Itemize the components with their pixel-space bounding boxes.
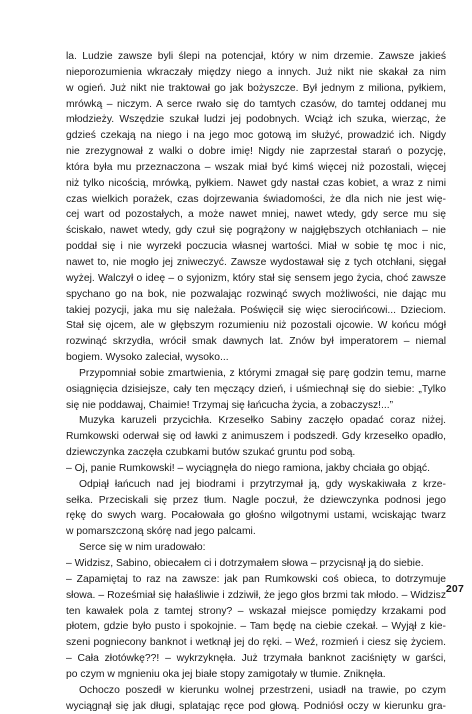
- text-line: spychano go na bok, nie pozwalając rozwinąć swych możliwości, nie dając mu: [66, 288, 446, 300]
- text-line: rozwinąć skrzydła, wrócił smak dawnych lat. Znów był imperatorem – niemal: [66, 336, 446, 348]
- text-line: Muzyka karuzeli przycichła. Krzesełko Sabiny zaczęło opadać coraz niżej.: [79, 415, 446, 427]
- text-line: po czym w mgnieniu oka jej białe stopy zamigotały w tłumie. Zniknęła.: [66, 668, 386, 680]
- text-line: – Widzisz, Sabino, obiecałem ci i dotrzymałem słowa – przycisnął ją do siebie.: [66, 558, 424, 569]
- text-line: która była mu przeznaczona – wszak miał być kimś więcej niż pozostali, więcej: [66, 161, 446, 173]
- text-line: płotem, gdzie było pusto i spokojnie. – Tam będę na ciebie czekał. – Wyjął z kie-: [66, 621, 446, 633]
- text-line: poddał się i nie wyrzekł poczucia własnej wartości. Miał w sobie tę moc i nic,: [66, 241, 446, 253]
- text-line: wyżej. Walczył o ideę – o syjonizm, który stał się sensem jego życia, choć zawsze: [66, 272, 446, 284]
- text-line: młodzieży. Wszędzie szukał ludzi jej podobnych. Wciąż ich szuka, wierząc, że: [66, 114, 446, 126]
- text-line: w ogień. Już nikt nie traktował go jak bożyszcze. Był jednym z miliona, pyłkiem,: [66, 82, 446, 94]
- text-line: słowa. – Roześmiał się hałaśliwie i zdziwił, że jego głos brzmi tak młodo. – Widzisz: [66, 589, 446, 601]
- text-line: nie zrezygnował z walki o dobre imię! Nigdy nie zaprzestał starań o pozycję,: [66, 146, 446, 158]
- text-line: – Oj, panie Rumkowski! – wyciągnęła do niego ramiona, jakby chciała go objąć.: [66, 462, 430, 474]
- text-line: czas wielkich porażek, czas dojrzewania świadomości, że dla nich nie jest wię-: [66, 193, 446, 205]
- text-line: wyciągnął się jak długi, splatając ręce pod głową. Podniósł oczy w kierunku gra-: [66, 700, 446, 712]
- text-line: Ochoczo poszedł w kierunku wolnej przestrzeni, usiadł na trawie, po czym: [79, 684, 446, 696]
- text-line: Stał się ojcem, ale w głębszym rozumieniu niż pozostali ojcowie. W końcu mógł: [66, 320, 446, 332]
- text-line: szeni pogniecony banknot i wetknął jej do ręki. – Weź, rozmień i ciesz się życiem.: [66, 637, 446, 649]
- text-line: Odpiął łańcuch nad jej biodrami i przytrzymał ją, gdy wyskakiwała z krze-: [79, 478, 446, 490]
- text-line: ten kawałek pola z tamtej strony? – wskazał miejsce pomiędzy krzakami pod: [66, 605, 446, 617]
- text-line: takiej pozycji, jaka mu się należała. Poświęcił się więc sierocińcowi... Dzieciom.: [66, 304, 446, 316]
- text-line: nieporozumienia wkraczały między niego a innych. Już nikt nie skakał za nim: [66, 66, 446, 78]
- text-line: Rumkowski oderwał się od ławki z animuszem i podszedł. Gdy krzesełko opadło,: [66, 431, 446, 443]
- text-line: rękę do swych warg. Pocałowała go głośno wilgotnymi ustami, wciskając twarz: [66, 510, 446, 522]
- text-line: dziewczynka zaczęła czubkami butów szukać gruntu pod sobą.: [66, 447, 356, 459]
- text-line: osiągnięcia dzisiejsze, cały ten męczący dzień, i uśmiechnął się do siebie: „Tylko: [66, 383, 446, 395]
- page-number: 207: [445, 583, 464, 595]
- text-line: bogiem. Wysoko zaleciał, wysoko...: [66, 352, 229, 364]
- text-line: Przypomniał sobie zmartwienia, z którymi zmagał się parę godzin temu, marne: [79, 367, 446, 379]
- text-line: Serce się w nim uradowało:: [79, 542, 206, 554]
- text-line: mrówką – niczym. A serce rwało się do tamtych czasów, do tamtej oddanej mu: [66, 98, 446, 110]
- text-line: niż tylko nicością, mrówką, pyłkiem. Nawet gdy nastał czas kobiet, a wraz z nimi: [66, 177, 446, 189]
- text-line: w pomarszczoną skórę nad jego palcami.: [66, 526, 256, 538]
- text-line: cej wart od pozostałych, a może nawet mniej, nawet wtedy, gdy serce mu się: [66, 209, 446, 221]
- text-line: la. Ludzie zawsze byli ślepi na potencjał, który w nim drzemie. Zawsze jakieś: [66, 51, 446, 62]
- text-line: gdzieś czekają na niego i na jego moc gotową im służyć, prowadzić ich. Nigdy: [66, 130, 446, 142]
- text-line: nawet to, nie mogło jej zniweczyć. Zawsze wydostawał się z tych otchłani, sięgał: [66, 256, 446, 268]
- text-line: – Zapamiętaj to raz na zawsze: jak pan Rumkowski coś obieca, to dotrzymuje: [66, 573, 446, 585]
- text-line: ściskało, nawet wtedy, gdy czuł się pogrążony w najgłębszych otchłaniach – nie: [66, 225, 446, 237]
- body-text: [66, 49, 446, 714]
- text-line: sełka. Przeciskali się przez tłum. Nagle poczuł, że dziewczynka podnosi jego: [66, 494, 446, 506]
- text-line: się nie poddawaj, Chaimie! Trzymaj się łańcucha życia, a zobaczysz!...”: [66, 399, 394, 411]
- text-line: – Cała złotówkę??! – wykrzyknęła. Już trzymała banknot zaciśnięty w garści,: [66, 653, 446, 665]
